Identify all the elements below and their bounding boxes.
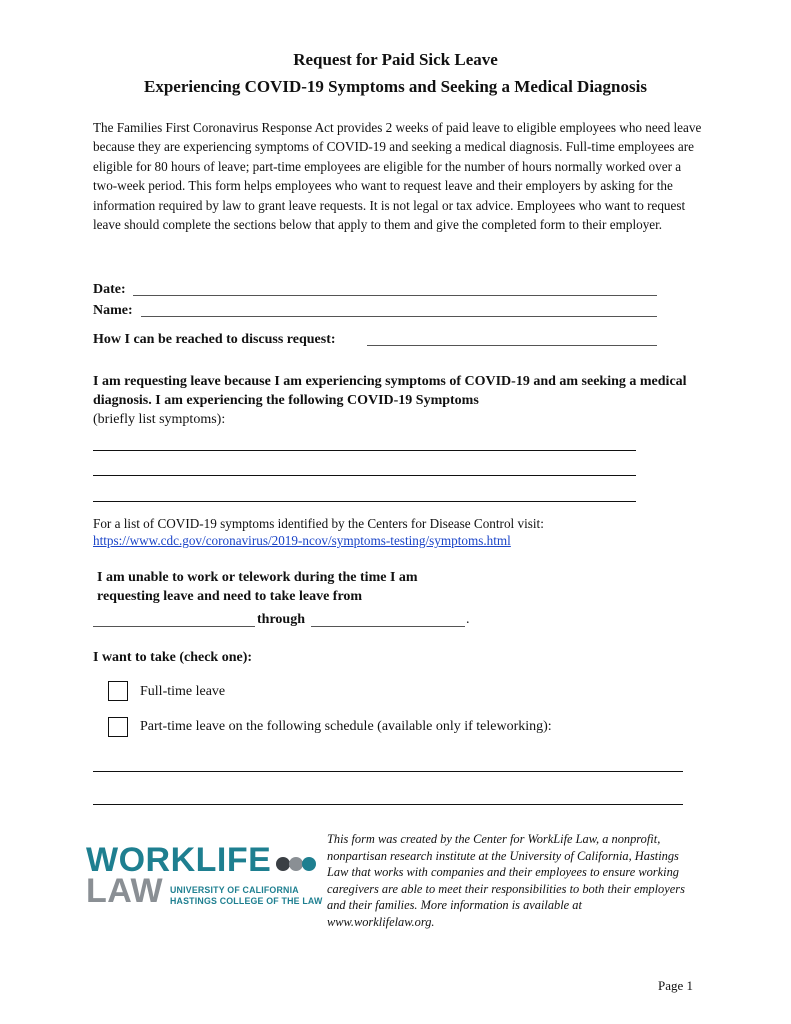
leave-period-line1: I am unable to work or telework during the time I am — [97, 570, 418, 585]
logo-worklife-text: WORKLIFE — [86, 841, 272, 879]
leave-period-end: . — [466, 612, 470, 627]
name-label: Name: — [93, 303, 133, 318]
form-subtitle: Experiencing COVID-19 Symptoms and Seeking a Medical Diagnosis — [144, 77, 647, 96]
cdc-text: For a list of COVID-19 symptoms identified by the Centers for Disease Control visit: — [93, 516, 544, 531]
worklife-law-logo — [86, 842, 326, 912]
logo-dot-teal — [302, 857, 316, 871]
logo-dot-gray — [289, 857, 303, 871]
leave-end-field[interactable] — [311, 626, 465, 627]
leave-period-line2: requesting leave and need to take leave from — [97, 589, 363, 604]
symptoms-prompt — [93, 372, 693, 429]
leave-start-field[interactable] — [93, 626, 255, 627]
contact-label: How I can be reached to discuss request: — [93, 332, 336, 347]
symptoms-line-2[interactable] — [93, 475, 636, 476]
logo-subtitle — [170, 885, 323, 907]
date-label: Date: — [93, 282, 126, 297]
full-time-label: Full-time leave — [140, 684, 226, 699]
date-field[interactable] — [133, 295, 657, 296]
symptoms-line-3[interactable] — [93, 501, 636, 502]
cdc-link[interactable]: https://www.cdc.gov/coronavirus/2019-ncov/symptoms-testing/symptoms.html — [93, 533, 511, 548]
schedule-line-2[interactable] — [93, 804, 683, 805]
schedule-line-1[interactable] — [93, 771, 683, 772]
part-time-label: Part-time leave on the following schedule (available only if teleworking): — [140, 719, 552, 734]
symptoms-note: (briefly list symptoms): — [93, 412, 226, 427]
part-time-checkbox[interactable] — [108, 717, 128, 737]
logo-law-text: LAW — [86, 872, 164, 910]
intro-paragraph: The Families First Coronavirus Response Act provides 2 weeks of paid leave to eligible employees who need leave because they are experiencing symptoms of COVID-19 and seeking a medical diagnosis. Full-time employees are eligible for 80 hours of leave; part-time employees are eligible for the number of hours normally worked over a two-week period. This form helps employees who want to request leave and their employers by asking for the information required by law to grant leave requests. It is not legal or tax advice. Employees who want to request leave should complete the sections below that apply to them and give the completed form to their employer. — [93, 120, 702, 233]
full-time-checkbox[interactable] — [108, 681, 128, 701]
symptoms-prompt-bold: I am requesting leave because I am experiencing symptoms of COVID-19 and am seeking a medical diagnosis. I am experiencing the following COVID-19 Symptoms — [93, 374, 687, 408]
logo-sub-line2: HASTINGS COLLEGE OF THE LAW — [170, 896, 323, 906]
check-heading: I want to take (check one): — [93, 650, 253, 665]
page-number: Page 1 — [658, 978, 694, 993]
logo-sub-line1: UNIVERSITY OF CALIFORNIA — [170, 885, 299, 895]
name-field[interactable] — [141, 316, 657, 317]
symptoms-line-1[interactable] — [93, 450, 636, 451]
logo-dot-dark — [276, 857, 290, 871]
through-label: through — [257, 612, 305, 627]
contact-field[interactable] — [367, 345, 657, 346]
credit-text: This form was created by the Center for WorkLife Law, a nonprofit, nonpartisan research institute at the University of California, Hastings Law that works with companies and their employees to ensure working caregivers are able to meet their responsibilities to both their employers and their families. More information is available at www.worklifelaw.org. — [327, 832, 685, 929]
form-title: Request for Paid Sick Leave — [293, 50, 498, 69]
